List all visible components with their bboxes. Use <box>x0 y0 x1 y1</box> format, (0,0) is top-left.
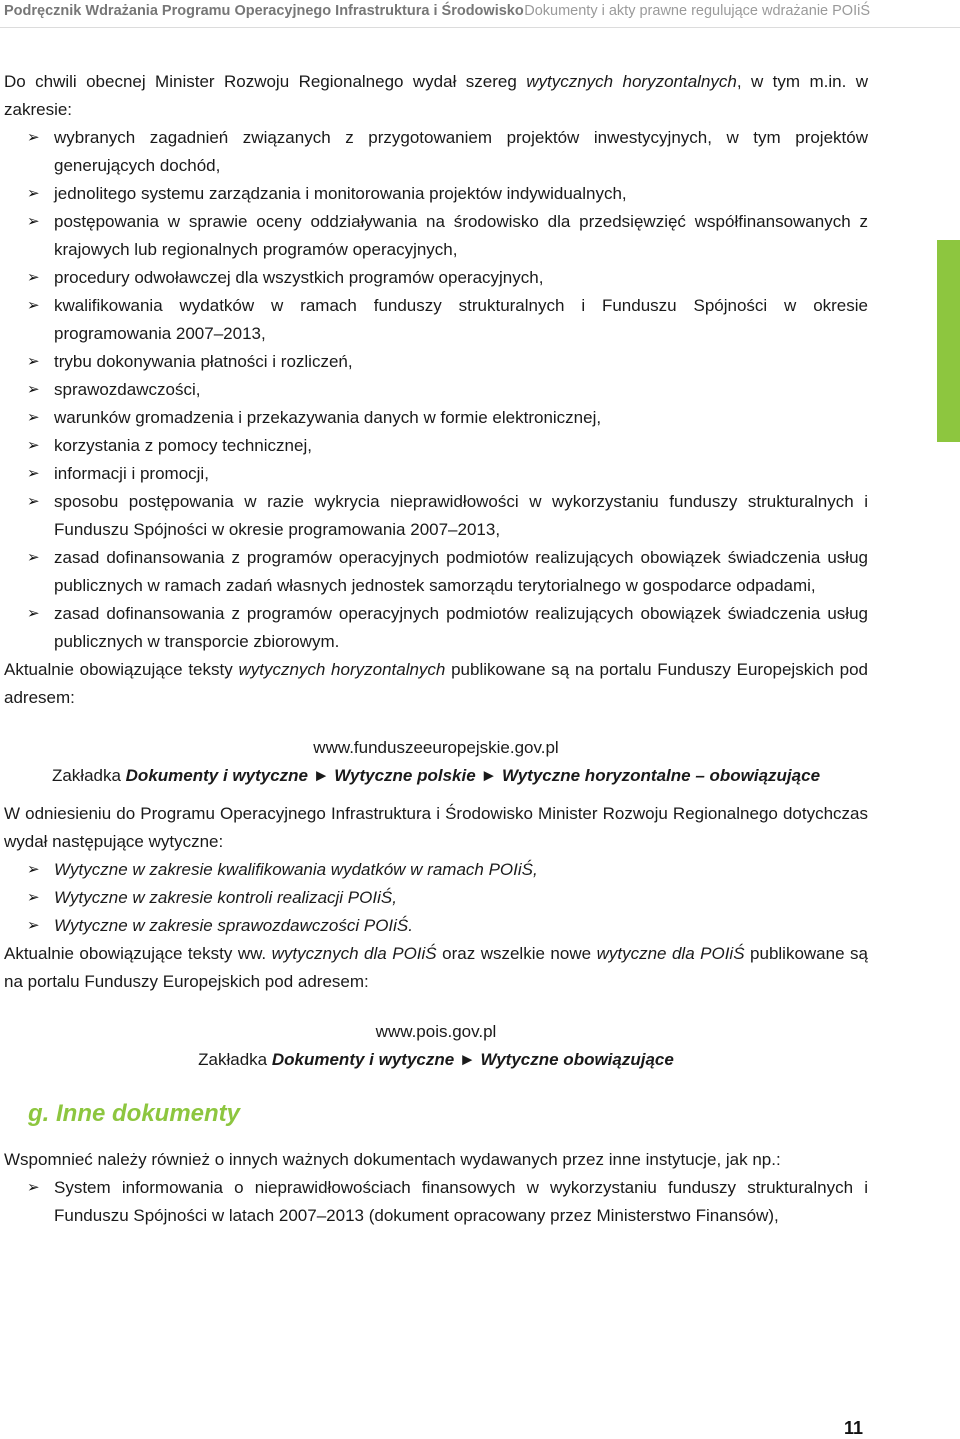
list-item: ➢ Wytyczne w zakresie sprawozdawczości POIiŚ. <box>4 912 868 940</box>
list-item: ➢ postępowania w sprawie oceny oddziaływania na środowisko dla przedsięwzięć współfinansowanych z krajowych lub regionalnych programów operacyjnych, <box>4 208 868 264</box>
arrow-bullet-icon: ➢ <box>27 213 40 230</box>
list-item: ➢ kwalifikowania wydatków w ramach funduszy strukturalnych i Funduszu Spójności w okresie programowania 2007–2013, <box>4 292 868 348</box>
arrow-bullet-icon: ➢ <box>27 409 40 426</box>
tab-path-pois: Zakładka Dokumenty i wytyczne ► Wytyczne obowiązujące <box>198 1050 674 1069</box>
arrow-bullet-icon: ➢ <box>27 889 40 906</box>
pois-url[interactable]: www.pois.gov.pl <box>375 1022 497 1041</box>
list-item: ➢ sprawozdawczości, <box>4 376 868 404</box>
arrow-bullet-icon: ➢ <box>27 353 40 370</box>
portal-paragraph: Aktualnie obowiązujące teksty wytycznych horyzontalnych publikowane są na portalu Funduszy Europejskich pod adresem: <box>4 660 868 707</box>
section-heading-g: g. Inne dokumenty <box>28 1100 241 1127</box>
arrow-bullet-icon: ➢ <box>27 1179 40 1196</box>
horizontal-guidelines-list <box>4 124 868 656</box>
list-item: ➢ procedury odwoławczej dla wszystkich programów operacyjnych, <box>4 264 868 292</box>
arrow-bullet-icon: ➢ <box>27 269 40 286</box>
poiis-guidelines-list <box>4 856 868 940</box>
other-documents-list <box>4 1174 868 1230</box>
tab-path-horizontal: Zakładka Dokumenty i wytyczne ► Wytyczne polskie ► Wytyczne horyzontalne – obowiązujące <box>51 766 821 785</box>
arrow-bullet-icon: ➢ <box>27 437 40 454</box>
list-item: ➢ jednolitego systemu zarządzania i monitorowania projektów indywidualnych, <box>4 180 868 208</box>
poiis-guidelines-paragraph: W odniesieniu do Programu Operacyjnego Infrastruktura i Środowisko Minister Rozwoju Regionalnego dotychczas wydał następujące wytyczne: <box>4 804 868 851</box>
list-item: ➢ trybu dokonywania płatności i rozliczeń, <box>4 348 868 376</box>
list-item: ➢ wybranych zagadnień związanych z przygotowaniem projektów inwestycyjnych, w tym projektów generujących dochód, <box>4 124 868 180</box>
arrow-bullet-icon: ➢ <box>27 493 40 510</box>
arrow-bullet-icon: ➢ <box>27 549 40 566</box>
page-body <box>4 68 868 1230</box>
arrow-bullet-icon: ➢ <box>27 917 40 934</box>
arrow-bullet-icon: ➢ <box>27 605 40 622</box>
other-documents-paragraph: Wspomnieć należy również o innych ważnych dokumentach wydawanych przez inne instytucje, jak np.: <box>4 1150 781 1169</box>
list-item: ➢ informacji i promocji, <box>4 460 868 488</box>
list-item: ➢ System informowania o nieprawidłowościach finansowych w wykorzystaniu funduszy strukturalnych i Funduszu Spójności w latach 2007–2013 (dokument opracowany przez Ministerstwo Finansów), <box>4 1174 868 1230</box>
arrow-right-icon: ► <box>312 766 330 785</box>
funduszeeuropejskie-url[interactable]: www.funduszeeuropejskie.gov.pl <box>313 738 559 757</box>
chapter-tab-marker <box>937 240 960 442</box>
list-item: ➢ Wytyczne w zakresie kontroli realizacji POIiŚ, <box>4 884 868 912</box>
arrow-right-icon: ► <box>480 766 498 785</box>
page-number: 11 <box>844 1418 864 1438</box>
header-title-right: Dokumenty i akty prawne regulujące wdrażanie POIiŚ <box>524 3 870 19</box>
arrow-bullet-icon: ➢ <box>27 861 40 878</box>
list-item: ➢ zasad dofinansowania z programów operacyjnych podmiotów realizujących obowiązek świadczenia usług publicznych w transporcie zbiorowym. <box>4 600 868 656</box>
arrow-bullet-icon: ➢ <box>27 297 40 314</box>
header-divider <box>0 27 960 28</box>
arrow-right-icon: ► <box>458 1050 476 1069</box>
arrow-bullet-icon: ➢ <box>27 129 40 146</box>
list-item: ➢ Wytyczne w zakresie kwalifikowania wydatków w ramach POIiŚ, <box>4 856 868 884</box>
header-title-left: Podręcznik Wdrażania Programu Operacyjnego Infrastruktura i Środowisko <box>4 3 524 19</box>
list-item: ➢ zasad dofinansowania z programów operacyjnych podmiotów realizujących obowiązek świadczenia usług publicznych w ramach zadań własnych jednostek samorządu terytorialnego w gospodarce odpadami, <box>4 544 868 600</box>
intro-paragraph: Do chwili obecnej Minister Rozwoju Regionalnego wydał szereg wytycznych horyzontalnych, w tym m.in. w zakresie: <box>4 72 868 119</box>
arrow-bullet-icon: ➢ <box>27 185 40 202</box>
arrow-bullet-icon: ➢ <box>27 465 40 482</box>
poiis-portal-paragraph: Aktualnie obowiązujące teksty ww. wytycznych dla POIiŚ oraz wszelkie nowe wytyczne dla POIiŚ publikowane są na portalu Funduszy Europejskich pod adresem: <box>4 944 868 991</box>
list-item: ➢ warunków gromadzenia i przekazywania danych w formie elektronicznej, <box>4 404 868 432</box>
list-item: ➢ korzystania z pomocy technicznej, <box>4 432 868 460</box>
list-item: ➢ sposobu postępowania w razie wykrycia nieprawidłowości w wykorzystaniu funduszy strukturalnych i Funduszu Spójności w okresie programowania 2007–2013, <box>4 488 868 544</box>
arrow-bullet-icon: ➢ <box>27 381 40 398</box>
